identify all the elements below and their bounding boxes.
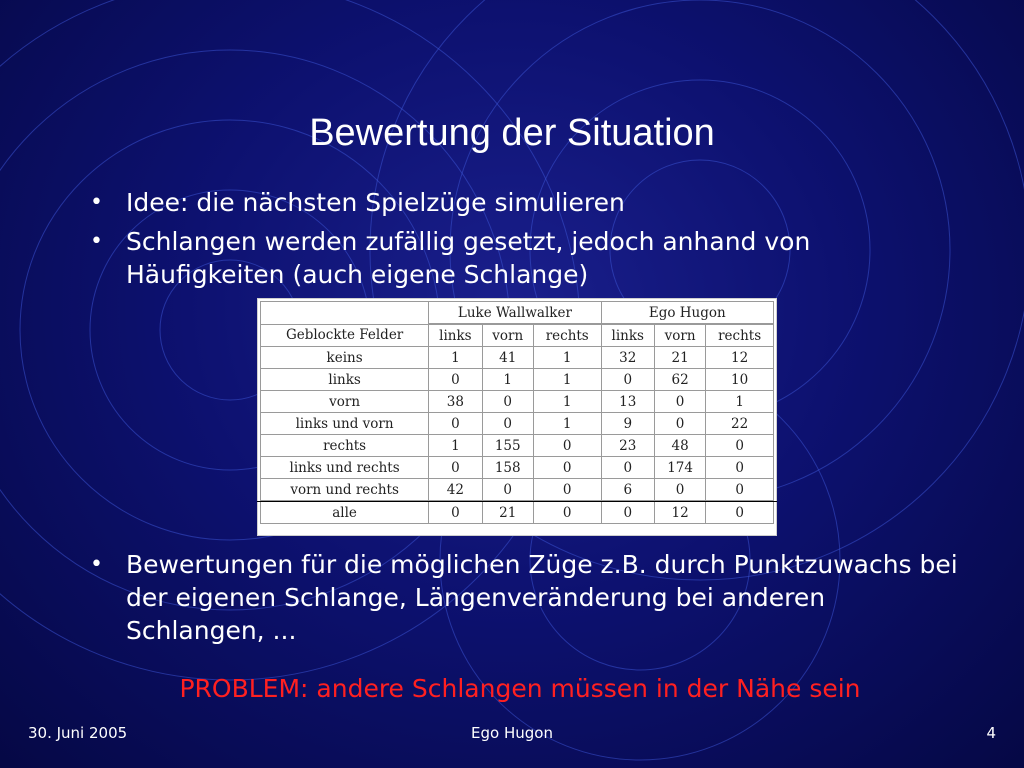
bullet-marker: • [90, 552, 103, 577]
table-cell: 1 [533, 391, 601, 413]
table-row [261, 435, 774, 457]
bullet-text: Schlangen werden zufällig gesetzt, jedoch anhand von Häufigkeiten (auch eigene Schlange) [126, 227, 811, 289]
column-header: rechts [533, 324, 601, 347]
row-label-cell: alle [261, 501, 429, 524]
table-cell: 1 [533, 413, 601, 435]
table-cell: 155 [482, 435, 533, 457]
table-cell: 0 [706, 457, 774, 479]
table-cell: 12 [654, 501, 705, 524]
row-label-cell: links [261, 369, 429, 391]
bullet-item [90, 186, 930, 219]
row-label-cell: keins [261, 347, 429, 369]
table-cell: 6 [601, 479, 654, 502]
table-cell: 0 [706, 479, 774, 502]
row-label-cell: vorn und rechts [261, 479, 429, 502]
table-empty-corner [261, 302, 429, 325]
table-cell: 9 [601, 413, 654, 435]
table-row [261, 347, 774, 369]
table-cell: 62 [654, 369, 705, 391]
table-cell: 13 [601, 391, 654, 413]
slide-title: Bewertung der Situation [309, 112, 715, 154]
table-cell: 0 [429, 457, 482, 479]
frequency-table [260, 301, 774, 524]
table-cell: 174 [654, 457, 705, 479]
table-cell: 22 [706, 413, 774, 435]
column-header: links [429, 324, 482, 347]
table-cell: 12 [706, 347, 774, 369]
table-cell: 42 [429, 479, 482, 502]
table-body [261, 347, 774, 524]
table-cell: 1 [429, 347, 482, 369]
table-row [261, 479, 774, 502]
table-cell: 0 [706, 435, 774, 457]
table-cell: 0 [482, 391, 533, 413]
column-header: vorn [654, 324, 705, 347]
table-row [261, 457, 774, 479]
bullet-text: Bewertungen für die möglichen Züge z.B. durch Punktzuwachs bei der eigenen Schlange, Längenveränderung bei anderen Schlangen, ... [126, 550, 958, 645]
table-cell: 1 [706, 391, 774, 413]
table-cell: 0 [429, 501, 482, 524]
table-row [261, 413, 774, 435]
bullet-item [90, 548, 966, 647]
problem-statement: PROBLEM: andere Schlangen müssen in der Nähe sein [179, 674, 861, 703]
column-header: vorn [482, 324, 533, 347]
table-cell: 0 [601, 501, 654, 524]
table-cell: 1 [533, 369, 601, 391]
table-cell: 0 [482, 413, 533, 435]
column-header: rechts [706, 324, 774, 347]
table-cell: 0 [706, 501, 774, 524]
table-cell: 0 [533, 501, 601, 524]
table-cell: 0 [533, 435, 601, 457]
table-cell: 0 [654, 391, 705, 413]
table-cell: 38 [429, 391, 482, 413]
table-cell: 10 [706, 369, 774, 391]
table-cell: 0 [654, 479, 705, 502]
table-cell: 0 [482, 479, 533, 502]
table-row [261, 501, 774, 524]
footer-page-number: 4 [986, 724, 996, 742]
footer-date: 30. Juni 2005 [28, 724, 128, 742]
table-cell: 0 [533, 479, 601, 502]
bullet-text: Idee: die nächsten Spielzüge simulieren [126, 188, 625, 217]
group-header: Luke Wallwalker [429, 302, 601, 325]
group-header: Ego Hugon [601, 302, 773, 325]
table-cell: 0 [601, 369, 654, 391]
table-row [261, 391, 774, 413]
table-column-header-row [261, 324, 774, 347]
bullet-item [90, 225, 930, 291]
table-cell: 32 [601, 347, 654, 369]
table-cell: 158 [482, 457, 533, 479]
table-group-header-row [261, 302, 774, 325]
table-cell: 41 [482, 347, 533, 369]
row-label-cell: vorn [261, 391, 429, 413]
table-cell: 1 [533, 347, 601, 369]
bullet-list [90, 186, 930, 297]
row-label-cell: links und vorn [261, 413, 429, 435]
table-cell: 21 [482, 501, 533, 524]
row-label-cell: rechts [261, 435, 429, 457]
bullet-marker: • [90, 229, 103, 254]
table-cell: 0 [654, 413, 705, 435]
divider-line [257, 501, 777, 502]
table-row [261, 369, 774, 391]
table-cell: 0 [429, 413, 482, 435]
table-cell: 48 [654, 435, 705, 457]
table-cell: 23 [601, 435, 654, 457]
column-header: Geblockte Felder [261, 324, 429, 347]
column-header: links [601, 324, 654, 347]
table-cell: 0 [533, 457, 601, 479]
table-cell: 0 [601, 457, 654, 479]
table-cell: 21 [654, 347, 705, 369]
bullet-marker: • [90, 190, 103, 215]
table-cell: 1 [429, 435, 482, 457]
table-cell: 1 [482, 369, 533, 391]
row-label-cell: links und rechts [261, 457, 429, 479]
table-cell: 0 [429, 369, 482, 391]
footer-author: Ego Hugon [471, 724, 553, 742]
